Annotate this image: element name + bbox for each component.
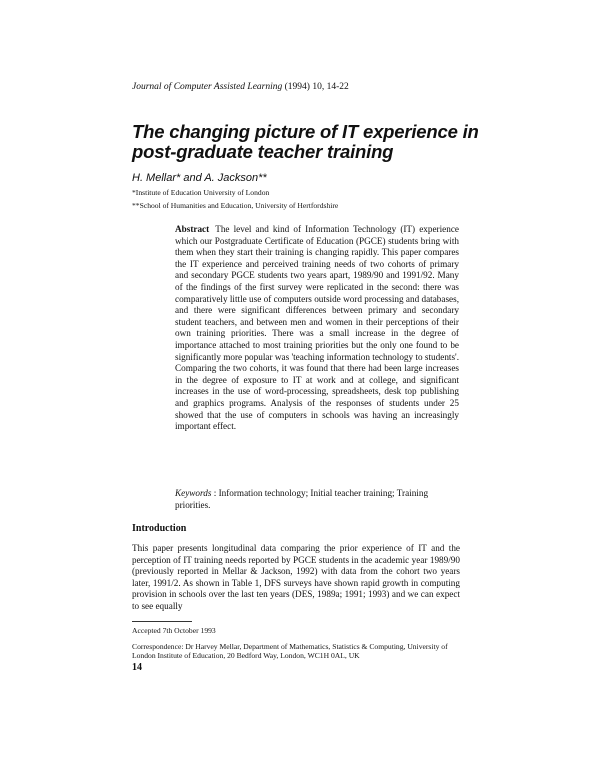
introduction-heading: Introduction [132,523,187,534]
footnote-divider [132,621,192,622]
article-title: The changing picture of IT experience in post-graduate teacher training [132,121,479,162]
journal-volume: (1994) 10, 14-22 [282,82,349,92]
affiliation-1: *Institute of Education University of London [132,188,270,197]
journal-citation [132,82,349,92]
keywords-text: : Information technology; Initial teacher training; Training priorities. [175,488,429,510]
abstract-text: The level and kind of Information Technology (IT) experience which our Postgraduate Certificate of Education (PGCE) students bring with them when they start their training is changing rapidly. This paper compares the IT experience and perceived training needs of two cohorts of primary and secondary PGCE students two years apart, 1989/90 and 1991/92. Many of the findings of the first survey were replicated in the second: there was comparatively little use of computers outside word processing and databases, and there were significant differences between primary and secondary student teachers, and between men and women in their perceptions of their own training priorities. There was a small increase in the degree of importance attached to most training priorities but the only one found to be significantly more popular was 'teaching information technology to students'. Comparing the two cohorts, it was found that there had been large increases in the degree of exposure to IT at work and at college, and significant increases in the use of word-processing, spreadsheets, desk top publishing and graphics programs. Analysis of the responses of students under 25 showed that the use of computers in schools was having an increasingly important effect. [175,224,459,432]
accepted-date: Accepted 7th October 1993 [132,626,216,635]
journal-name: Journal of Computer Assisted Learning [132,82,283,92]
abstract-label: Abstract [175,224,210,234]
page-number: 14 [132,662,142,673]
keywords-label: Keywords [175,488,212,498]
affiliation-2: **School of Humanities and Education, University of Hertfordshire [132,201,339,210]
correspondence-note: Correspondence: Dr Harvey Mellar, Department of Mathematics, Statistics & Computing, University of London Institute of Education, 20 Bedford Way, London, WC1H 0AL, UK [132,642,448,660]
introduction-text: This paper presents longitudinal data comparing the prior experience of IT and the perception of IT training needs reported by PGCE students in the academic year 1989/90 (previously reported in Mellar & Jackson, 1992) with data from the cohort two years later, 1991/2. As shown in Table 1, DFS surveys have shown rapid growth in computing provision in schools over the last ten years (DES, 1989a; 1991; 1993) and we can expect to see equally [132,543,460,611]
article-authors: H. Mellar* and A. Jackson** [132,172,267,184]
abstract [175,224,459,433]
keywords [175,487,459,511]
